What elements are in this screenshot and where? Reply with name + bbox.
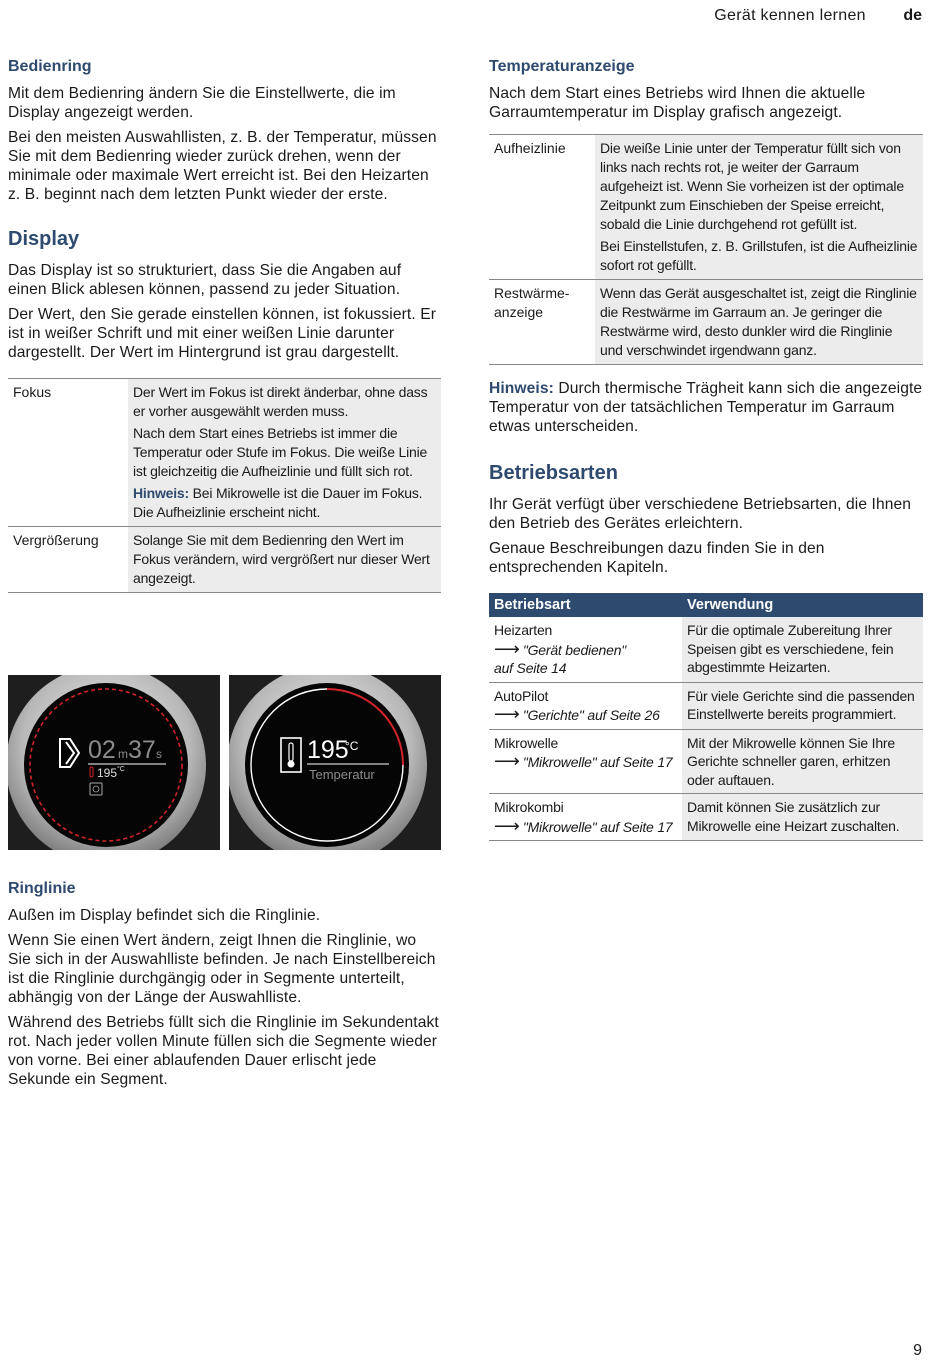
display-image-microwave xyxy=(8,675,220,850)
cross-reference-link[interactable]: ⟶ "Gerichte" auf Seite 26 xyxy=(494,704,660,724)
term-vergroesserung: Vergrößerung xyxy=(8,527,128,593)
desc-text: Die weiße Linie unter der Temperatur füllt sich von links nach rechts rot, je weiter der Garraum aufgeheizt ist. Wenn Sie vorheizen ist der optimale Zeitpunkt zum Einschieben der Speise erreicht, sobald die Linie durchgehend rot gefüllt ist. xyxy=(600,140,904,232)
display-paragraph-1: Das Display ist so strukturiert, dass Sie die Angaben auf einen Blick ablesen können, passend zu jeder Situation. xyxy=(8,262,402,298)
minutes-unit: m xyxy=(118,747,128,761)
desc-text: Nach dem Start eines Betriebs ist immer die Temperatur oder Stufe im Fokus. Die weiße Linie ist gleichzeitig die Aufheizlinie und füllt sich rot. xyxy=(133,425,428,479)
term-aufheizlinie: Aufheizlinie xyxy=(489,135,595,280)
mode-name: Mikrowelle xyxy=(494,734,559,751)
temperaturanzeige-heading: Temperaturanzeige xyxy=(489,58,635,75)
seconds-unit: s xyxy=(156,747,162,761)
minutes-value: 02 xyxy=(88,736,116,764)
temperature-unit: °C xyxy=(345,739,359,753)
table-row xyxy=(489,794,923,841)
header-language: de xyxy=(903,7,922,24)
bedienring-heading: Bedienring xyxy=(8,58,92,75)
table-row xyxy=(489,682,923,729)
hint-text: Durch thermische Trägheit kann sich die angezeigte Temperatur von der tatsächlichen Temperatur im Garraum etwas unterscheiden. xyxy=(489,380,923,435)
bedienring-paragraph-2: Bei den meisten Auswahllisten, z. B. der Temperatur, müssen Sie mit dem Bedienring wieder zurück drehen, wenn der minimale oder maximale Wert erreicht ist. Bei den Heizarten z. B. beginnt nach dem letzten Punkt wieder der erste. xyxy=(8,129,437,203)
betriebsarten-paragraph-2: Genaue Beschreibungen dazu finden Sie in den entsprechenden Kapiteln. xyxy=(489,540,825,576)
header-section-title: Gerät kennen lernen xyxy=(714,7,866,24)
hint-label: Hinweis: xyxy=(133,485,189,501)
hint-text: Bei Mikrowelle ist die Dauer im Fokus. Die Aufheizlinie erscheint nicht. xyxy=(133,485,423,520)
table-row xyxy=(8,379,441,527)
display-paragraph-2: Der Wert, den Sie gerade einstellen können, ist fokussiert. Er ist in weißer Schrift und mit einer weißen Linie darunter dargestellt. Der Wert im Hintergrund ist grau dargestellt. xyxy=(8,306,437,361)
desc-hint xyxy=(133,484,436,522)
table-row xyxy=(489,729,923,794)
desc-text: Der Wert im Fokus ist direkt änderbar, ohne dass er vorher ausgewählt werden muss. xyxy=(133,384,428,419)
temperaturanzeige-paragraph-1: Nach dem Start eines Betriebs wird Ihnen die aktuelle Garraumtemperatur im Display grafisch angezeigt. xyxy=(489,85,866,121)
column-header-usage: Verwendung xyxy=(682,593,923,617)
desc-restwaerme xyxy=(595,280,923,365)
table-header-row xyxy=(489,593,923,617)
arrow-right-icon: ⟶ xyxy=(494,638,517,659)
term-restwaerme: Restwärmeanzeige xyxy=(489,280,595,365)
column-header-mode: Betriebsart xyxy=(489,593,682,617)
right-column xyxy=(489,58,923,841)
screen-circle xyxy=(24,683,188,847)
mode-cell xyxy=(489,682,682,729)
seconds-value: 37 xyxy=(128,736,156,764)
ringlinie-section xyxy=(8,880,441,1095)
term-fokus: Fokus xyxy=(8,379,128,527)
operating-modes-table xyxy=(489,593,923,841)
arrow-right-icon: ⟶ xyxy=(494,815,517,836)
mode-name: Heizarten xyxy=(494,622,553,638)
temp-small-value: 195 xyxy=(97,766,118,780)
display-image-temperature xyxy=(229,675,441,850)
usage-cell: Für viele Gerichte sind die passenden Einstellwerte bereits programmiert. xyxy=(682,682,923,729)
mode-cell xyxy=(489,617,682,682)
arrow-right-icon: ⟶ xyxy=(494,751,517,771)
desc-text: Bei Einstellstufen, z. B. Grillstufen, ist die Aufheizlinie sofort rot gefüllt. xyxy=(600,238,918,273)
hint-label: Hinweis: xyxy=(489,380,554,397)
cross-reference-link[interactable]: ⟶ "Gerät bedienen" xyxy=(494,638,627,659)
arrow-right-icon: ⟶ xyxy=(494,704,517,724)
mode-cell xyxy=(489,729,682,794)
ringlinie-heading: Ringlinie xyxy=(8,880,76,897)
table-row xyxy=(489,617,923,682)
ringlinie-paragraph-2: Wenn Sie einen Wert ändern, zeigt Ihnen die Ringlinie, wo Sie sich in der Auswahlliste befinden. Je nach Einstellbereich ist die Ringlinie durchgängig oder in Segmente unterteilt, abhängig von der Länge der Auswahlliste. xyxy=(8,932,436,1006)
desc-vergroesserung xyxy=(128,527,441,593)
display-illustrations xyxy=(8,675,441,850)
microwave-display-svg xyxy=(8,675,220,850)
left-column xyxy=(8,58,441,593)
table-row xyxy=(8,527,441,593)
table-row xyxy=(489,135,923,280)
mode-cell xyxy=(489,794,682,841)
temperature-label: Temperatur xyxy=(309,767,375,782)
betriebsarten-paragraph-1: Ihr Gerät verfügt über verschiedene Betriebsarten, die Ihnen den Betrieb des Gerätes erleichtern. xyxy=(489,496,912,532)
usage-cell: Mit der Mikrowelle können Sie Ihre Gerichte schneller garen, erhitzen oder auftauen. xyxy=(682,729,923,794)
cross-reference-link[interactable]: ⟶ "Mikrowelle" auf Seite 17 xyxy=(494,751,673,771)
screen-circle xyxy=(245,683,409,847)
betriebsarten-heading: Betriebsarten xyxy=(489,462,618,484)
display-definition-table xyxy=(8,378,441,593)
mode-name: Mikrokombi xyxy=(494,799,564,815)
page-header xyxy=(714,7,922,25)
display-heading: Display xyxy=(8,228,80,250)
temperature-display-svg xyxy=(229,675,441,850)
desc-text: Solange Sie mit dem Bedienring den Wert im Fokus verändern, wird vergrößert nur dieser Wert angezeigt. xyxy=(133,532,430,586)
mode-name: AutoPilot xyxy=(494,687,549,704)
desc-aufheizlinie xyxy=(595,135,923,280)
temperature-definition-table xyxy=(489,134,923,365)
usage-cell: Für die optimale Zubereitung Ihrer Speisen gibt es verschiedene, fein abgestimmte Heizarten. xyxy=(682,617,923,682)
cross-reference-link[interactable]: ⟶ "Mikrowelle" auf Seite 17 xyxy=(494,815,673,836)
page-number: 9 xyxy=(913,1342,922,1359)
ringlinie-paragraph-3: Während des Betriebs füllt sich die Ringlinie im Sekundentakt rot. Nach jeder vollen Minute füllen sich die Segmente wieder von vorne. Bei einer ablaufenden Dauer erlischt jede Sekunde ein Segment. xyxy=(8,1014,439,1088)
thermometer-bulb-icon xyxy=(288,761,295,768)
temp-small-unit: °C xyxy=(117,766,125,773)
bedienring-paragraph-1: Mit dem Bedienring ändern Sie die Einstellwerte, die im Display angezeigt werden. xyxy=(8,85,396,121)
cross-reference-page[interactable]: auf Seite 14 xyxy=(494,660,567,676)
usage-cell: Damit können Sie zusätzlich zur Mikrowelle eine Heizart zuschalten. xyxy=(682,794,923,841)
temperature-hint xyxy=(489,379,923,436)
table-row xyxy=(489,280,923,365)
desc-text: Wenn das Gerät ausgeschaltet ist, zeigt die Ringlinie die Restwärme im Garraum an. Je geringer die Restwärme wird, desto dunkler wird die Ringlinie und verschwindet irgendwann ganz. xyxy=(600,285,917,358)
ringlinie-paragraph-1: Außen im Display befindet sich die Ringlinie. xyxy=(8,907,321,924)
desc-fokus xyxy=(128,379,441,527)
temperature-value: 195 xyxy=(307,736,349,764)
